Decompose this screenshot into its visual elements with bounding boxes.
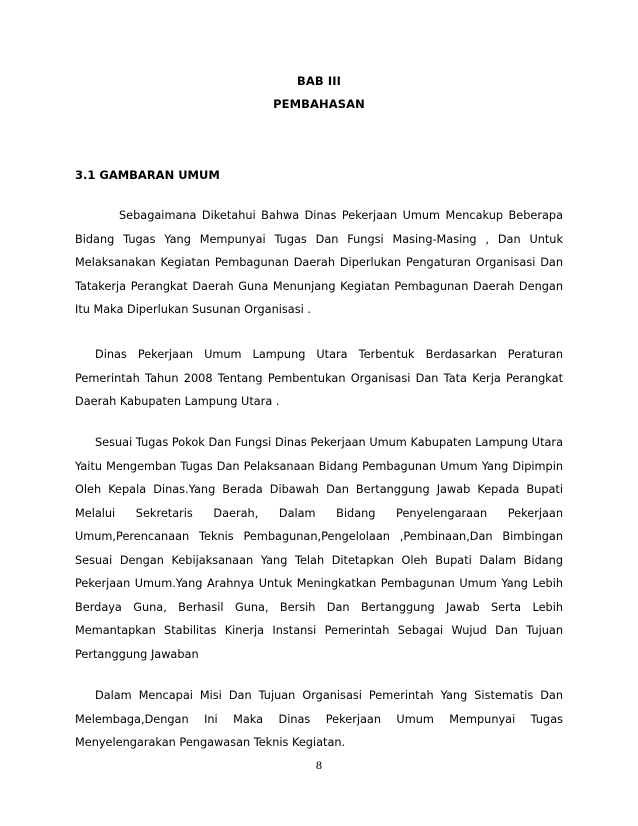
- paragraph-2: Dinas Pekerjaan Umum Lampung Utara Terbentuk Berdasarkan Peraturan Pemerintah Tahun 2008 Tentang Pembentukan Organisasi Dan Tata Kerja Perangkat Daerah Kabupaten Lampung Utara .: [75, 348, 563, 408]
- chapter-number: BAB III: [297, 74, 341, 88]
- section-heading: 3.1 GAMBARAN UMUM: [75, 168, 220, 182]
- chapter-title: PEMBAHASAN: [273, 97, 365, 111]
- paragraph-3: Sesuai Tugas Pokok Dan Fungsi Dinas Pekerjaan Umum Kabupaten Lampung Utara Yaitu Mengemban Tugas Dan Pelaksanaan Bidang Pembagunan Umum Yang Dipimpin Oleh Kepala Dinas.Yang Berada Dibawah Dan Bertanggung Jawab Kepada Bupati Melalui Sekretaris Daerah, Dalam Bidang Penyelengaraan Pekerjaan Umum,Perencanaan Teknis Pembagunan,Pengelolaan ,Pembinaan,Dan Bimbingan Sesuai Dengan Kebijaksanaan Yang Telah Ditetapkan Oleh Bupati Dalam Bidang Pekerjaan Umum.Yang Arahnya Untuk Meningkatkan Pembagunan Umum Yang Lebih Berdaya Guna, Berhasil Guna, Bersih Dan Bertanggung Jawab Serta Lebih Memantapkan Stabilitas Kinerja Instansi Pemerintah Sebagai Wujud Dan Tujuan Pertanggung Jawaban: [75, 436, 563, 661]
- paragraph-1: Sebagaimana Diketahui Bahwa Dinas Pekerjaan Umum Mencakup Beberapa Bidang Tugas Yang Mempunyai Tugas Dan Fungsi Masing-Masing , Dan Untuk Melaksanakan Kegiatan Pembagunan Daerah Diperlukan Pengaturan Organisasi Dan Tatakerja Perangkat Daerah Guna Menunjang Kegiatan Pembagunan Daerah Dengan Itu Maka Diperlukan Susunan Organisasi .: [75, 209, 563, 316]
- page-number: 8: [315, 760, 323, 772]
- paragraph-4: Dalam Mencapai Misi Dan Tujuan Organisasi Pemerintah Yang Sistematis Dan Melembaga,Dengan Ini Maka Dinas Pekerjaan Umum Mempunyai Tugas Menyelengarakan Pengawasan Teknis Kegiatan.: [75, 689, 563, 749]
